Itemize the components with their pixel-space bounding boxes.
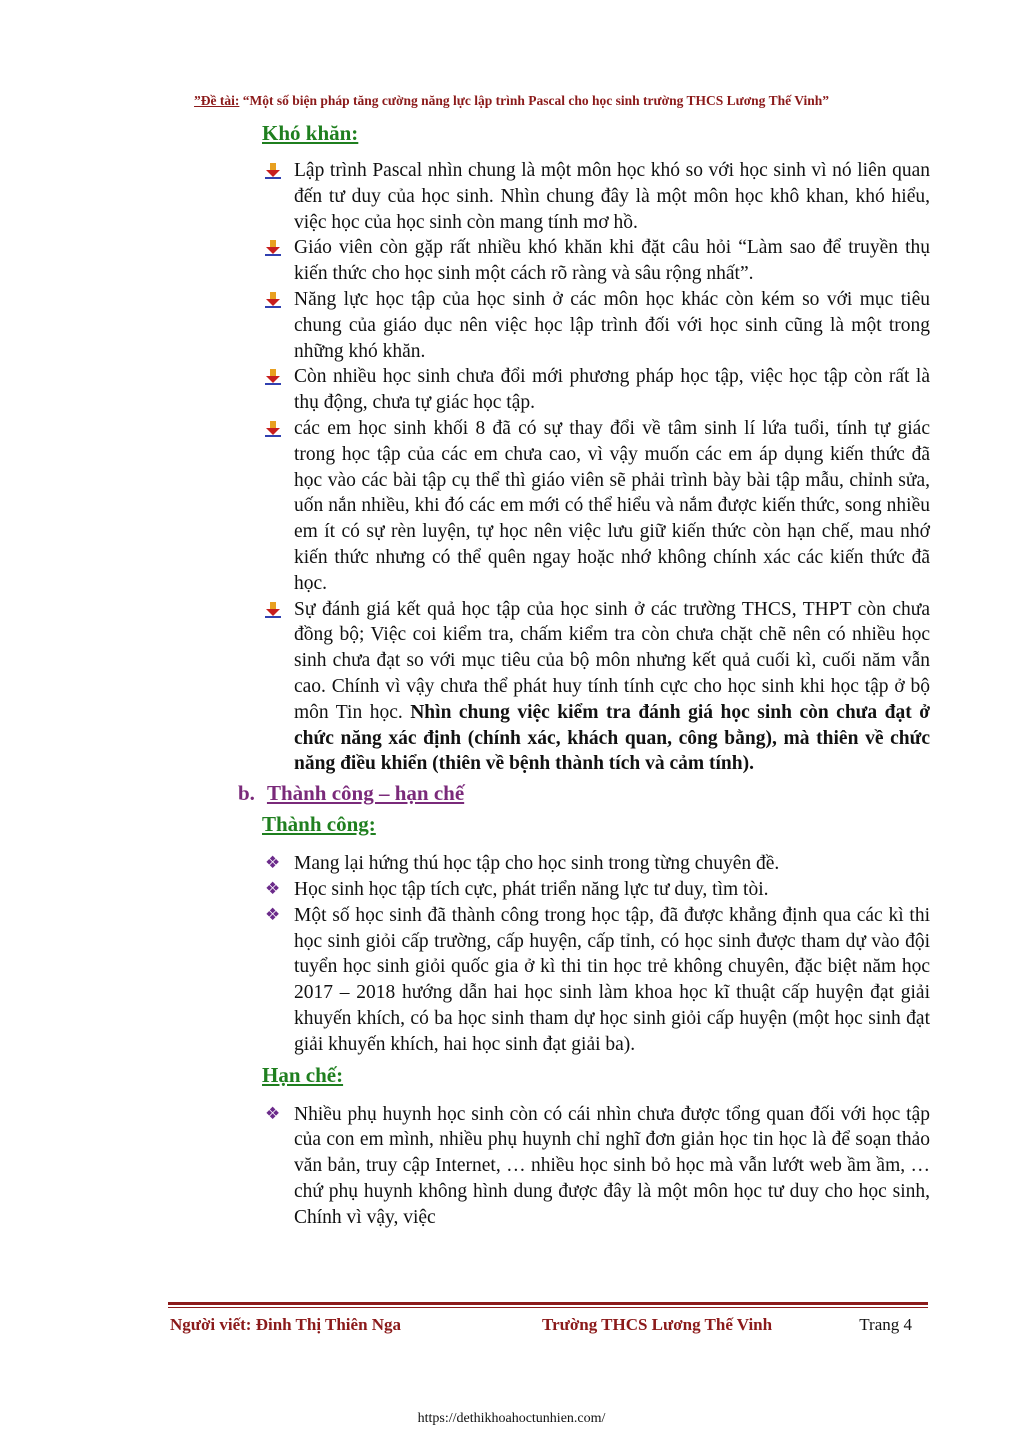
limitations-heading: Hạn chế: bbox=[262, 1062, 344, 1087]
down-arrow-bullet-icon bbox=[265, 421, 281, 437]
diamond-bullet-icon: ❖ bbox=[265, 878, 281, 899]
list-item: Lập trình Pascal nhìn chung là một môn học khó so với học sinh vì nó liên quan đến tư duy của học sinh. Nhìn chung đây là một môn học khô khan, khó hiểu, việc học của học sinh còn mang tính mơ hồ. bbox=[262, 158, 930, 235]
page-footer bbox=[170, 1315, 912, 1339]
list-item: Năng lực học tập của học sinh ở các môn học khác còn kém so với mục tiêu chung của giáo dục nên việc học lập trình đối với học sinh cũng là một trong những khó khăn. bbox=[262, 287, 930, 364]
footer-divider bbox=[168, 1302, 928, 1305]
bold-conclusion: Nhìn chung việc kiểm tra đánh giá học sinh còn chưa đạt ở chức năng xác định (chính xác, khách quan, công bằng), mà thiên về chức năng điều khiển (thiên về bệnh thành tích và cảm tính). bbox=[294, 701, 930, 775]
down-arrow-bullet-icon bbox=[265, 240, 281, 256]
footer-school: Trường THCS Lương Thế Vinh bbox=[542, 1315, 773, 1334]
section-b-heading bbox=[238, 779, 930, 807]
section-title: Thành công – hạn chế bbox=[266, 781, 465, 806]
successes-list bbox=[262, 851, 930, 1057]
header-lead: ”Đề tài: bbox=[194, 93, 240, 108]
difficulties-heading: Khó khăn: bbox=[262, 121, 359, 145]
document-header bbox=[0, 93, 1023, 109]
page-content bbox=[238, 120, 930, 1230]
limitations-list bbox=[262, 1102, 930, 1231]
source-url: https://dethikhoahoctunhien.com/ bbox=[417, 1411, 606, 1426]
list-item: các em học sinh khối 8 đã có sự thay đổi về tâm sinh lí lứa tuổi, tính tự giác trong học tập của các em chưa cao, vì vậy muốn các em áp dụng kiến thức đã học vào các bài tập cụ thể thì giáo viên sẽ phải trình bày bài tập mẫu, chỉnh sửa, uốn nắn nhiều, khi đó các em mới có thể hiểu và nắm được kiến thức, song nhiều em ít có sự rèn luyện, tự học nên việc lưu giữ kiến thức còn hạn chế, mau nhớ kiến thức nhưng có thể quên ngay hoặc nhớ không chính xác các kiến thức đã học. bbox=[262, 416, 930, 597]
page-number: Trang 4 bbox=[859, 1315, 912, 1334]
down-arrow-bullet-icon bbox=[265, 602, 281, 618]
diamond-bullet-icon: ❖ bbox=[265, 1103, 281, 1124]
footer-divider-thin bbox=[168, 1307, 928, 1308]
list-item: ❖ Học sinh học tập tích cực, phát triển năng lực tư duy, tìm tòi. bbox=[262, 877, 930, 903]
list-item: ❖ Mang lại hứng thú học tập cho học sinh trong từng chuyên đề. bbox=[262, 851, 930, 877]
diamond-bullet-icon: ❖ bbox=[265, 904, 281, 925]
header-title: “Một số biện pháp tăng cường năng lực lập trình Pascal cho học sinh trường THCS Lương Thế Vinh” bbox=[239, 93, 829, 108]
list-item: Giáo viên còn gặp rất nhiều khó khăn khi đặt câu hỏi “Làm sao để truyền thụ kiến thức cho học sinh một cách rõ ràng và sâu rộng nhất”. bbox=[262, 235, 930, 287]
successes-heading: Thành công: bbox=[262, 812, 376, 837]
down-arrow-bullet-icon bbox=[265, 163, 281, 179]
down-arrow-bullet-icon bbox=[265, 369, 281, 385]
footer-author: Người viết: Đinh Thị Thiên Nga bbox=[170, 1315, 402, 1334]
down-arrow-bullet-icon bbox=[265, 292, 281, 308]
difficulties-list bbox=[262, 158, 930, 777]
list-item: Sự đánh giá kết quả học tập của học sinh ở các trường THCS, THPT còn chưa đồng bộ; Việc coi kiểm tra, chấm kiểm tra còn chưa chặt chẽ nên có nhiều học sinh chưa đạt so với mục tiêu của bộ môn nhưng kết quả cuối kì, cuối năm vẫn cao. Chính vì vậy chưa thể phát huy tính tính cực cho học sinh khi học tập ở bộ môn Tin học. Nhìn chung việc kiểm tra đánh giá học sinh còn chưa đạt ở chức năng xác định (chính xác, khách quan, công bằng), mà thiên về chức năng điều khiển (thiên về bệnh thành tích và cảm tính). bbox=[262, 597, 930, 778]
list-item: Còn nhiều học sinh chưa đổi mới phương pháp học tập, việc học tập còn rất là thụ động, chưa tự giác học tập. bbox=[262, 364, 930, 416]
diamond-bullet-icon: ❖ bbox=[265, 853, 281, 874]
list-item: ❖ Nhiều phụ huynh học sinh còn có cái nhìn chưa được tổng quan đối với học tập của con em mình, nhiều phụ huynh chỉ nghĩ đơn giản học tin học là để soạn thảo văn bản, truy cập Internet, … nhiều học sinh bỏ học mà vẫn lướt web ầm ầm, … chứ phụ huynh không hình dung được đây là một môn học tư duy cho học sinh, Chính vì vậy, việc bbox=[265, 1103, 930, 1228]
section-label: b. bbox=[238, 781, 255, 806]
list-item: ❖ Một số học sinh đã thành công trong học tập, đã được khẳng định qua các kì thi học sinh giỏi cấp trường, cấp huyện, cấp tỉnh, có học sinh được tham dự vào đội tuyển học sinh giỏi quốc gia ở kì thi tin học trẻ không chuyên, đặc biệt năm học 2017 – 2018 hướng dẫn hai học sinh làm khoa học kĩ thuật cấp huyện đạt giải khuyến khích, có ba học sinh tham dự học sinh giỏi cấp huyện (một học sinh đạt giải khuyến khích, hai học sinh đạt giải ba). bbox=[265, 904, 930, 1055]
